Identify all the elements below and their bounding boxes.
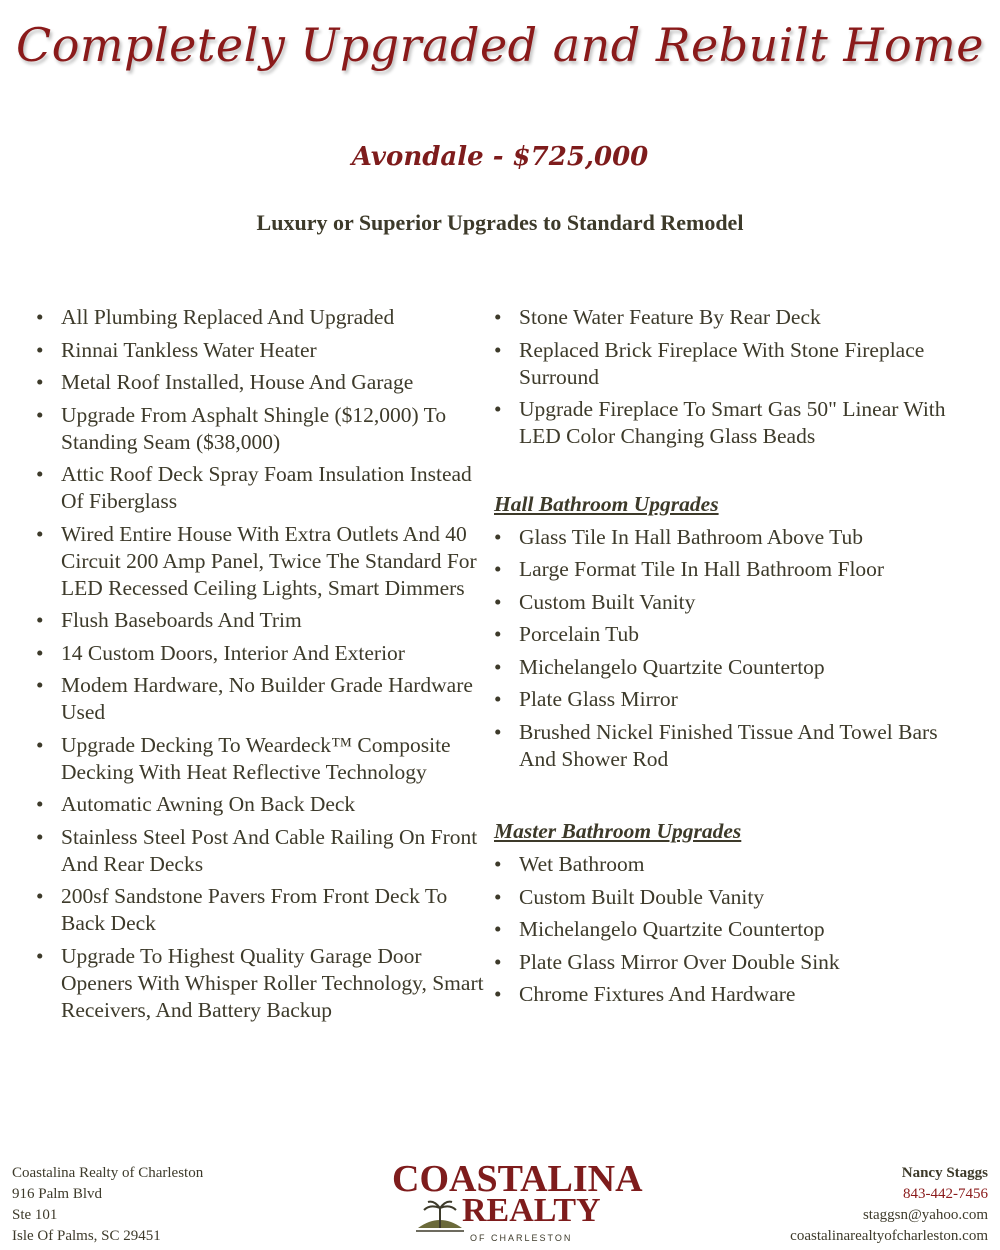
bullet-icon: • xyxy=(494,982,502,1006)
list-item: • Michelangelo Quartzite Countertop xyxy=(494,917,825,941)
left-column xyxy=(36,304,496,1029)
list-item: • 14 Custom Doors, Interior And Exterior xyxy=(36,640,405,665)
bullet-icon: • xyxy=(494,337,502,362)
bullet-icon: • xyxy=(36,305,44,329)
exterior-upgrades-list xyxy=(494,304,964,450)
bullet-icon: • xyxy=(36,337,44,362)
bullet-icon: • xyxy=(36,402,44,427)
list-item: • All Plumbing Replaced And Upgraded xyxy=(36,305,395,329)
list-item: • Automatic Awning On Back Deck xyxy=(36,792,356,816)
bullet-icon: • xyxy=(36,792,44,816)
company-website: coastalinarealtyofcharleston.com xyxy=(790,1228,988,1244)
list-item: • Custom Built Vanity xyxy=(494,589,696,614)
list-item: • Upgrade Fireplace To Smart Gas 50" Linear With LED Color Changing Glass Beads xyxy=(494,397,946,448)
address-line-3: Isle Of Palms, SC 29451 xyxy=(12,1228,161,1244)
list-item: • Porcelain Tub xyxy=(494,622,640,646)
list-item: • Wet Bathroom xyxy=(494,852,645,876)
list-item: • Large Format Tile In Hall Bathroom Floor xyxy=(494,557,885,581)
address-line-1: 916 Palm Blvd xyxy=(12,1186,103,1202)
general-upgrades-list xyxy=(36,304,496,1024)
hall-bathroom-heading: Hall Bathroom Upgrades xyxy=(494,491,719,516)
bullet-icon: • xyxy=(494,557,502,581)
list-item: • Brushed Nickel Finished Tissue And Towel Bars And Shower Rod xyxy=(494,719,938,771)
logo-text-realty: REALTY xyxy=(462,1192,601,1229)
upgrades-tagline: Luxury or Superior Upgrades to Standard Remodel xyxy=(256,210,744,235)
palm-tree-icon xyxy=(416,1198,464,1234)
bullet-icon: • xyxy=(494,589,502,614)
list-item: • Plate Glass Mirror Over Double Sink xyxy=(494,949,840,974)
bullet-icon: • xyxy=(494,949,502,974)
list-item: • Flush Baseboards And Trim xyxy=(36,608,302,632)
list-item: • Upgrade Decking To Weardeck™ Composite Decking With Heat Reflective Technology xyxy=(36,732,451,784)
bullet-icon: • xyxy=(36,673,44,697)
list-item: • Chrome Fixtures And Hardware xyxy=(494,982,796,1006)
bullet-icon: • xyxy=(494,917,502,941)
list-item: • Upgrade To Highest Quality Garage Door Openers With Whisper Roller Technology, Smart Receivers, And Battery Backup xyxy=(36,943,484,1022)
company-logo xyxy=(392,1158,643,1246)
list-item: • Glass Tile In Hall Bathroom Above Tub xyxy=(494,524,864,549)
logo-text-coastalina: COASTALINA xyxy=(392,1158,643,1200)
bullet-icon: • xyxy=(36,640,44,665)
master-bathroom-list xyxy=(494,851,964,1008)
bullet-icon: • xyxy=(36,462,44,486)
bullet-icon: • xyxy=(494,687,502,711)
bullet-icon: • xyxy=(494,397,502,421)
bullet-icon: • xyxy=(36,884,44,908)
page-title: Completely Upgraded and Rebuilt Home xyxy=(16,18,984,72)
bullet-icon: • xyxy=(494,852,502,876)
bullet-icon: • xyxy=(36,370,44,394)
bullet-icon: • xyxy=(494,719,502,744)
bullet-icon: • xyxy=(494,622,502,646)
list-item: • Modem Hardware, No Builder Grade Hardware Used xyxy=(36,673,473,724)
company-name: Coastalina Realty of Charleston xyxy=(12,1165,204,1181)
logo-text-of-charleston: OF CHARLESTON xyxy=(470,1233,573,1243)
agent-email: staggsn@yahoo.com xyxy=(862,1207,988,1223)
listing-price-heading: Avondale - $725,000 xyxy=(351,142,649,172)
agent-phone: 843-442-7456 xyxy=(903,1186,988,1202)
bullet-icon: • xyxy=(36,521,44,546)
list-item: • 200sf Sandstone Pavers From Front Deck To Back Deck xyxy=(36,884,448,935)
office-address xyxy=(12,1163,203,1247)
agent-name: Nancy Staggs xyxy=(901,1165,988,1181)
list-item: • Attic Roof Deck Spray Foam Insulation Instead Of Fiberglass xyxy=(36,462,472,513)
bullet-icon: • xyxy=(36,608,44,632)
master-bathroom-heading: Master Bathroom Upgrades xyxy=(494,819,742,843)
bullet-icon: • xyxy=(494,654,502,679)
list-item: • Stainless Steel Post And Cable Railing On Front And Rear Decks xyxy=(36,824,478,876)
list-item: • Michelangelo Quartzite Countertop xyxy=(494,654,825,679)
address-line-2: Ste 101 xyxy=(12,1207,58,1223)
list-item: • Upgrade From Asphalt Shingle ($12,000) To Standing Seam ($38,000) xyxy=(36,402,447,454)
list-item: • Rinnai Tankless Water Heater xyxy=(36,337,317,362)
list-item: • Plate Glass Mirror xyxy=(494,687,678,711)
bullet-icon: • xyxy=(494,305,502,329)
list-item: • Custom Built Double Vanity xyxy=(494,884,765,909)
bullet-icon: • xyxy=(36,824,44,849)
hall-bathroom-list xyxy=(494,524,964,773)
list-item: • Stone Water Feature By Rear Deck xyxy=(494,305,821,329)
bullet-icon: • xyxy=(494,524,502,549)
list-item: • Replaced Brick Fireplace With Stone Fireplace Surround xyxy=(494,337,925,389)
list-item: • Wired Entire House With Extra Outlets And 40 Circuit 200 Amp Panel, Twice The Standard For LED Recessed Ceiling Lights, Smart Dimmers xyxy=(36,521,477,600)
agent-contact xyxy=(790,1163,988,1247)
bullet-icon: • xyxy=(494,884,502,909)
bullet-icon: • xyxy=(36,943,44,968)
bullet-icon: • xyxy=(36,732,44,757)
list-item: • Metal Roof Installed, House And Garage xyxy=(36,370,414,394)
right-column xyxy=(494,304,964,1014)
